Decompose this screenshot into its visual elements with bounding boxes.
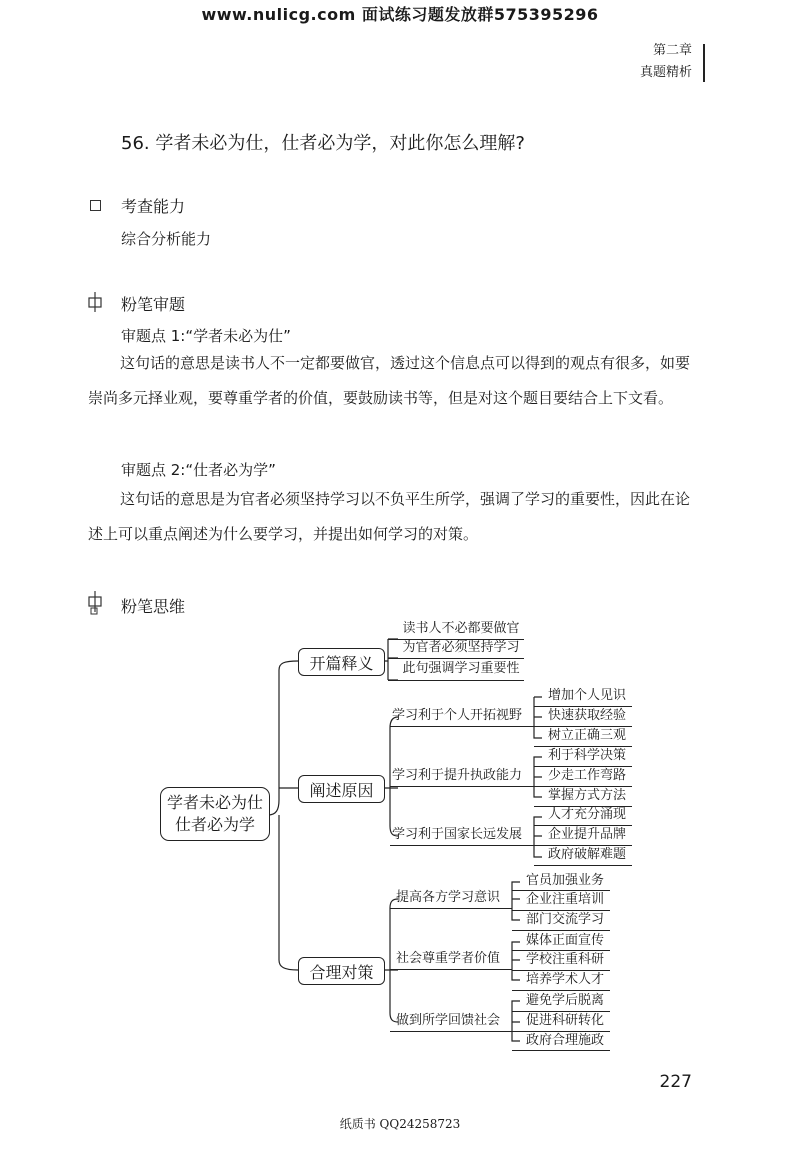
- root-line-1: 学者未必为仕: [166, 793, 263, 812]
- sub-underline: [390, 726, 534, 727]
- root-line-2: 仕者必为学: [174, 815, 255, 834]
- leaf-underline: [534, 865, 632, 866]
- leaf-underline: [512, 930, 610, 931]
- sub-topic: 提高各方学习意识: [396, 890, 501, 905]
- leaf-item: 掌握方式方法: [547, 788, 626, 803]
- leaf-underline: [534, 766, 632, 767]
- leaf-underline: [512, 1050, 610, 1051]
- leaf-item: 企业注重培训: [525, 892, 604, 907]
- leaf-item: 官员加强业务: [525, 873, 604, 888]
- leaf-underline: [512, 910, 610, 911]
- sub-underline: [390, 786, 534, 787]
- review-point2-title: 审题点 2:“仕者必为学”: [121, 461, 276, 479]
- leaf-item: 人才充分涌现: [547, 807, 626, 822]
- leaf-item: 媒体正面宣传: [525, 933, 604, 948]
- leaf-item: 利于科学决策: [547, 748, 626, 763]
- leaf-item: 学校注重科研: [525, 952, 604, 967]
- leaf-item: 企业提升品牌: [547, 827, 626, 842]
- leaf-item: 增加个人见识: [547, 688, 626, 703]
- review-point1-title: 审题点 1:“学者未必为仕”: [121, 327, 291, 345]
- mindmap-heading: 粉笔思维: [121, 597, 186, 616]
- leaf-underline: [534, 746, 632, 747]
- leaf-item: 为官者必须坚持学习: [402, 640, 520, 655]
- sub-topic: 做到所学回馈社会: [396, 1013, 501, 1028]
- leaf-item: 树立正确三观: [547, 728, 626, 743]
- page-number: 227: [659, 1072, 692, 1092]
- leaf-underline: [534, 825, 632, 826]
- sub-underline: [390, 1031, 512, 1032]
- leaf-underline: [388, 658, 524, 659]
- ability-body: 综合分析能力: [121, 230, 212, 248]
- leaf-item: 政府破解难题: [547, 847, 626, 862]
- leaf-underline: [512, 990, 610, 991]
- leaf-underline: [388, 680, 524, 681]
- leaf-underline: [512, 950, 610, 951]
- leaf-item: 促进科研转化: [525, 1013, 604, 1028]
- page-footer: 纸质书 QQ24258723: [339, 1117, 461, 1131]
- branch-reasons: 阐述原因: [298, 775, 385, 803]
- leaf-item: 部门交流学习: [525, 912, 604, 927]
- sub-topic: 学习利于提升执政能力: [392, 768, 523, 783]
- branch-countermeasures: 合理对策: [298, 957, 385, 985]
- leaf-item: 此句强调学习重要性: [402, 661, 520, 676]
- sub-topic: 学习利于国家长远发展: [392, 827, 523, 842]
- leaf-item: 快速获取经验: [547, 708, 626, 723]
- leaf-underline: [512, 970, 610, 971]
- leaf-item: 政府合理施政: [525, 1033, 604, 1048]
- leaf-underline: [534, 706, 632, 707]
- sub-topic: 社会尊重学者价值: [396, 951, 501, 966]
- leaf-underline: [534, 726, 632, 727]
- review-heading: 粉笔审题: [121, 295, 186, 314]
- chapter-title: 真题精析: [639, 65, 692, 80]
- leaf-underline: [534, 845, 632, 846]
- page-header-watermark: www.nulicg.com 面试练习题发放群575395296: [201, 5, 599, 24]
- leaf-item: 避免学后脱离: [525, 993, 604, 1008]
- mindmap-root: [160, 787, 270, 841]
- review-point1-body: 这句话的意思是读书人不一定都要做官，透过这个信息点可以得到的观点有很多，如要崇尚多元择业观，要尊重学者的价值，要鼓励读书等，但是对这个题目要结合上下文看。: [88, 354, 691, 407]
- chapter-number: 第二章: [652, 43, 692, 58]
- sub-underline: [390, 908, 512, 909]
- ability-heading: 考查能力: [121, 197, 186, 216]
- leaf-item: 培养学术人才: [525, 972, 604, 987]
- leaf-underline: [388, 639, 524, 640]
- sub-topic: 学习利于个人开拓视野: [392, 708, 523, 723]
- leaf-underline: [512, 1011, 610, 1012]
- sub-underline: [390, 845, 534, 846]
- leaf-underline: [512, 1031, 610, 1032]
- review-point2-body: 这句话的意思是为官者必须坚持学习以不负平生所学，强调了学习的重要性，因此在论述上可以重点阐述为什么要学习，并提出如何学习的对策。: [88, 490, 691, 543]
- leaf-underline: [534, 786, 632, 787]
- question-title: 56. 学者未必为仕，仕者必为学，对此你怎么理解?: [121, 133, 525, 154]
- leaf-item: 少走工作弯路: [547, 768, 626, 783]
- leaf-underline: [512, 890, 610, 891]
- branch-opening: 开篇释义: [298, 648, 385, 676]
- leaf-item: 读书人不必都要做官: [402, 621, 520, 636]
- leaf-underline: [534, 806, 632, 807]
- sub-underline: [390, 969, 512, 970]
